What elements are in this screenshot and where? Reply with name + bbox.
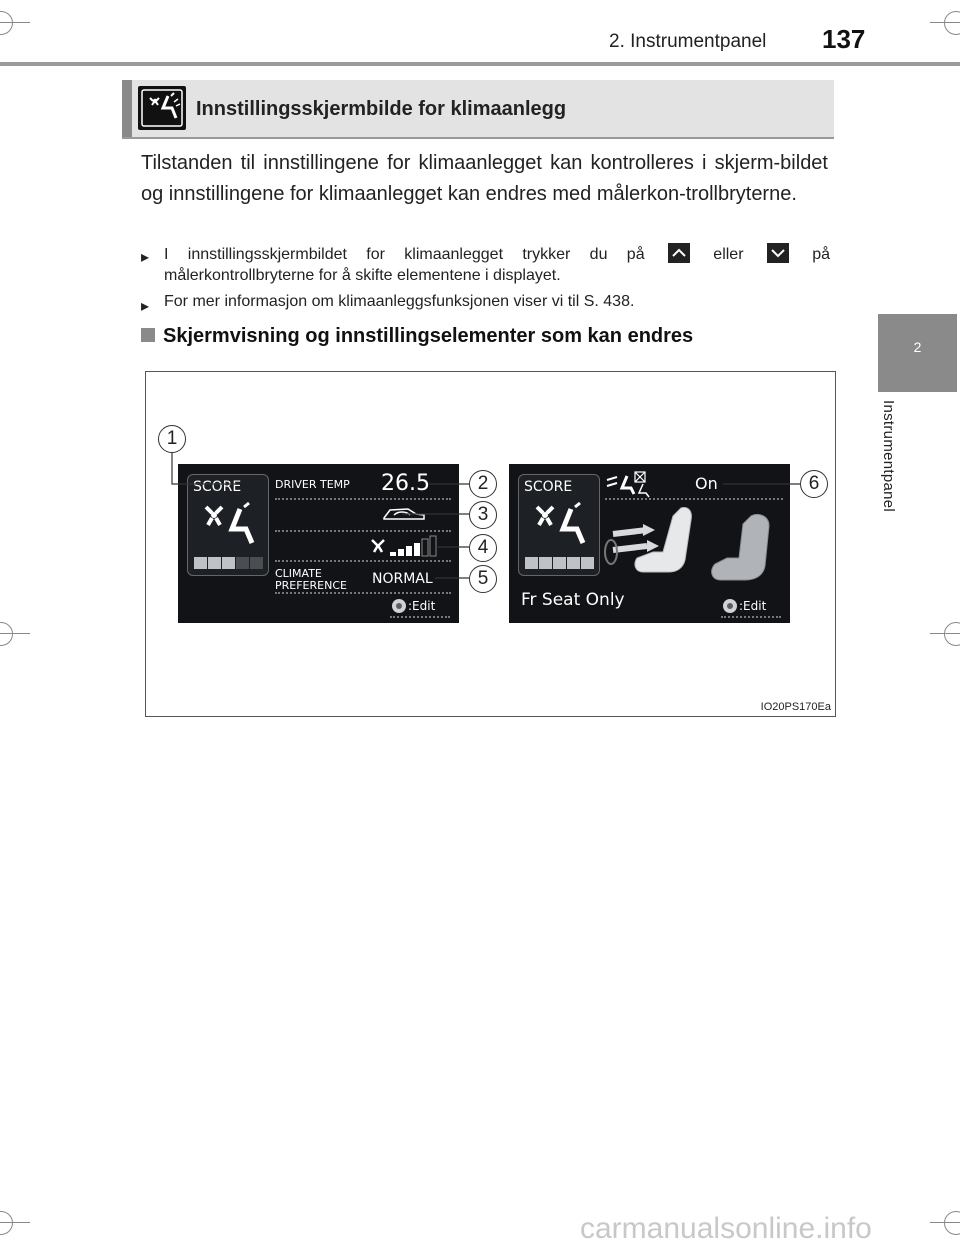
- subheading: Skjermvisning og innstillingselementer som kan endres: [141, 325, 693, 348]
- callout-4: 4: [469, 534, 497, 562]
- callout-3: 3: [469, 501, 497, 529]
- subheading-square-icon: [141, 328, 155, 342]
- chapter-tab-label: Instrumentpanel: [880, 400, 897, 513]
- section-title: Innstillingsskjermbilde for klimaanlegg: [196, 98, 567, 120]
- callout-2: 2: [469, 470, 497, 498]
- intro-paragraph: Tilstanden til innstillingene for klimaanlegget kan kontrolleres i skjerm-bildet og innstillingene for klimaanlegget kan endres med målerkon-trollbryterne.: [141, 152, 828, 205]
- note-switch-items: I innstillingsskjermbildet for klimaanlegget trykker du på eller på målerkontrollbryterne for å skifte elementene i displayet.: [164, 243, 830, 286]
- seat-mode-value: Fr Seat Only: [521, 590, 625, 610]
- note-reference: For mer informasjon om klimaanleggsfunksjonen viser vi til S. 438.: [164, 293, 635, 310]
- display-figure: [145, 371, 836, 717]
- watermark: carmanualsonline.info: [580, 1212, 872, 1245]
- climate-seat-icon: [138, 86, 186, 130]
- status-value: On: [695, 474, 718, 493]
- climate-preference-label: CLIMATE PREFERENCE: [275, 567, 347, 592]
- edit-label: :Edit: [408, 599, 436, 613]
- climate-preference-value: NORMAL: [372, 571, 433, 587]
- section-header: [122, 80, 834, 139]
- note-bullet: ▸: [141, 298, 150, 315]
- callout-5: 5: [469, 565, 497, 593]
- note-bullet: ▸: [141, 249, 150, 266]
- chapter-tab: [878, 314, 957, 392]
- temperature-value: 26.5: [381, 471, 430, 496]
- header-divider: [0, 62, 960, 66]
- section-header-bar: [122, 80, 132, 137]
- up-button-icon: [668, 243, 690, 263]
- chapter-title: 2. Instrumentpanel: [609, 31, 767, 52]
- page-number: 137: [822, 24, 866, 54]
- callout-6: 6: [800, 470, 828, 498]
- edit-label: :Edit: [739, 599, 767, 613]
- score-label: SCORE: [524, 479, 573, 495]
- chapter-tab-number: 2: [913, 339, 922, 355]
- down-button-icon: [767, 243, 789, 263]
- score-label: SCORE: [193, 479, 242, 495]
- driver-temp-label: DRIVER TEMP: [275, 478, 350, 491]
- figure-code: IO20PS170Ea: [760, 701, 831, 713]
- callout-1: 1: [158, 425, 186, 453]
